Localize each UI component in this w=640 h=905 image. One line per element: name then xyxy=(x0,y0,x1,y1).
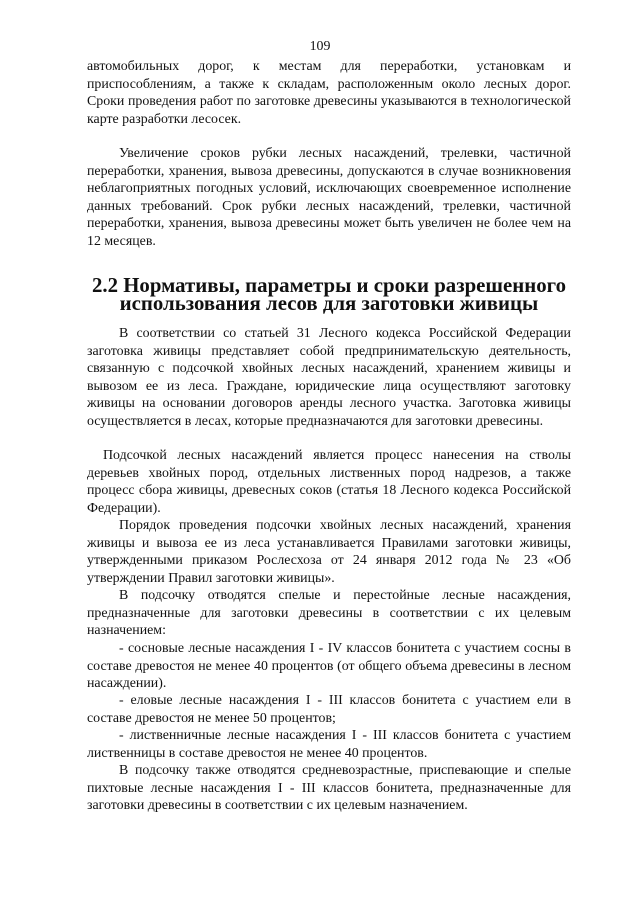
paragraph-road-access: автомобильных дорог, к местам для переработки, установкам и приспособлениям, а также к складам, расположенным около лесных дорог. Сроки проведения работ по заготовке древесины указываются в технологической карте разработки лесосек. xyxy=(87,59,571,127)
paragraph-tapping-allocation: В подсочку отводятся спелые и перестойные лесные насаждения, предназначенные для заготовки древесины в соответствии с их целевым назначением: xyxy=(87,588,571,639)
paragraph-article-31: В соответствии со статьей 31 Лесного кодекса Российской Федерации заготовка живицы представляет собой предпринимательскую деятельность, связанную с подсочкой хвойных лесных насаждений, хранением живицы и вывозом ее из леса. Граждане, юридические лица осуществляют заготовку живицы на основании договоров аренды лесного участка. Заготовка живицы осуществляется в лесах, которые предназначаются для заготовки древесины. xyxy=(87,326,571,429)
list-item-larch: - лиственничные лесные насаждения I - III классов бонитета с участием лиственницы в составе древостоя не менее 40 процентов. xyxy=(87,728,571,761)
paragraph-fir-stands: В подсочку также отводятся средневозрастные, приспевающие и спелые пихтовые лесные насаждения I - III классов бонитета, предназначенные для заготовки древесины в соответствии с их целевым назначением. xyxy=(87,763,571,814)
page-number: 109 xyxy=(309,39,331,54)
list-item-spruce: - еловые лесные насаждения I - III классов бонитета с участием ели в составе древостоя не менее 50 процентов; xyxy=(87,693,571,726)
paragraph-tapping-definition: Подсочкой лесных насаждений является процесс нанесения на стволы деревьев хвойных пород, отдельных лиственных пород надрезов, а также процесс сбора живицы, древесных соков (статья 18 Лесного кодекса Российской Федерации). xyxy=(87,448,571,516)
list-item-pine: - сосновые лесные насаждения I - IV классов бонитета с участием сосны в составе древостоя не менее 40 процентов (от общего объема древесины в лесном насаждении). xyxy=(87,641,571,692)
section-heading: 2.2 Нормативы, параметры и сроки разрешенного использования лесов для заготовки живицы xyxy=(91,273,567,315)
paragraph-term-extension: Увеличение сроков рубки лесных насаждений, трелевки, частичной переработки, хранения, вывоза древесины, допускаются в случае возникновения неблагоприятных погодных условий, исключающих своевременное исполнение данных требований. Срок рубки лесных насаждений, трелевки, частичной переработки, хранения, вывоза древесины может быть увеличен не более чем на 12 месяцев. xyxy=(87,146,571,249)
paragraph-tapping-procedure: Порядок проведения подсочки хвойных лесных насаждений, хранения живицы и вывоза ее из леса устанавливается Правилами заготовки живицы, утвержденными приказом Рослесхоза от 24 января 2012 года № 23 «Об утверждении Правил заготовки живицы». xyxy=(87,518,571,586)
